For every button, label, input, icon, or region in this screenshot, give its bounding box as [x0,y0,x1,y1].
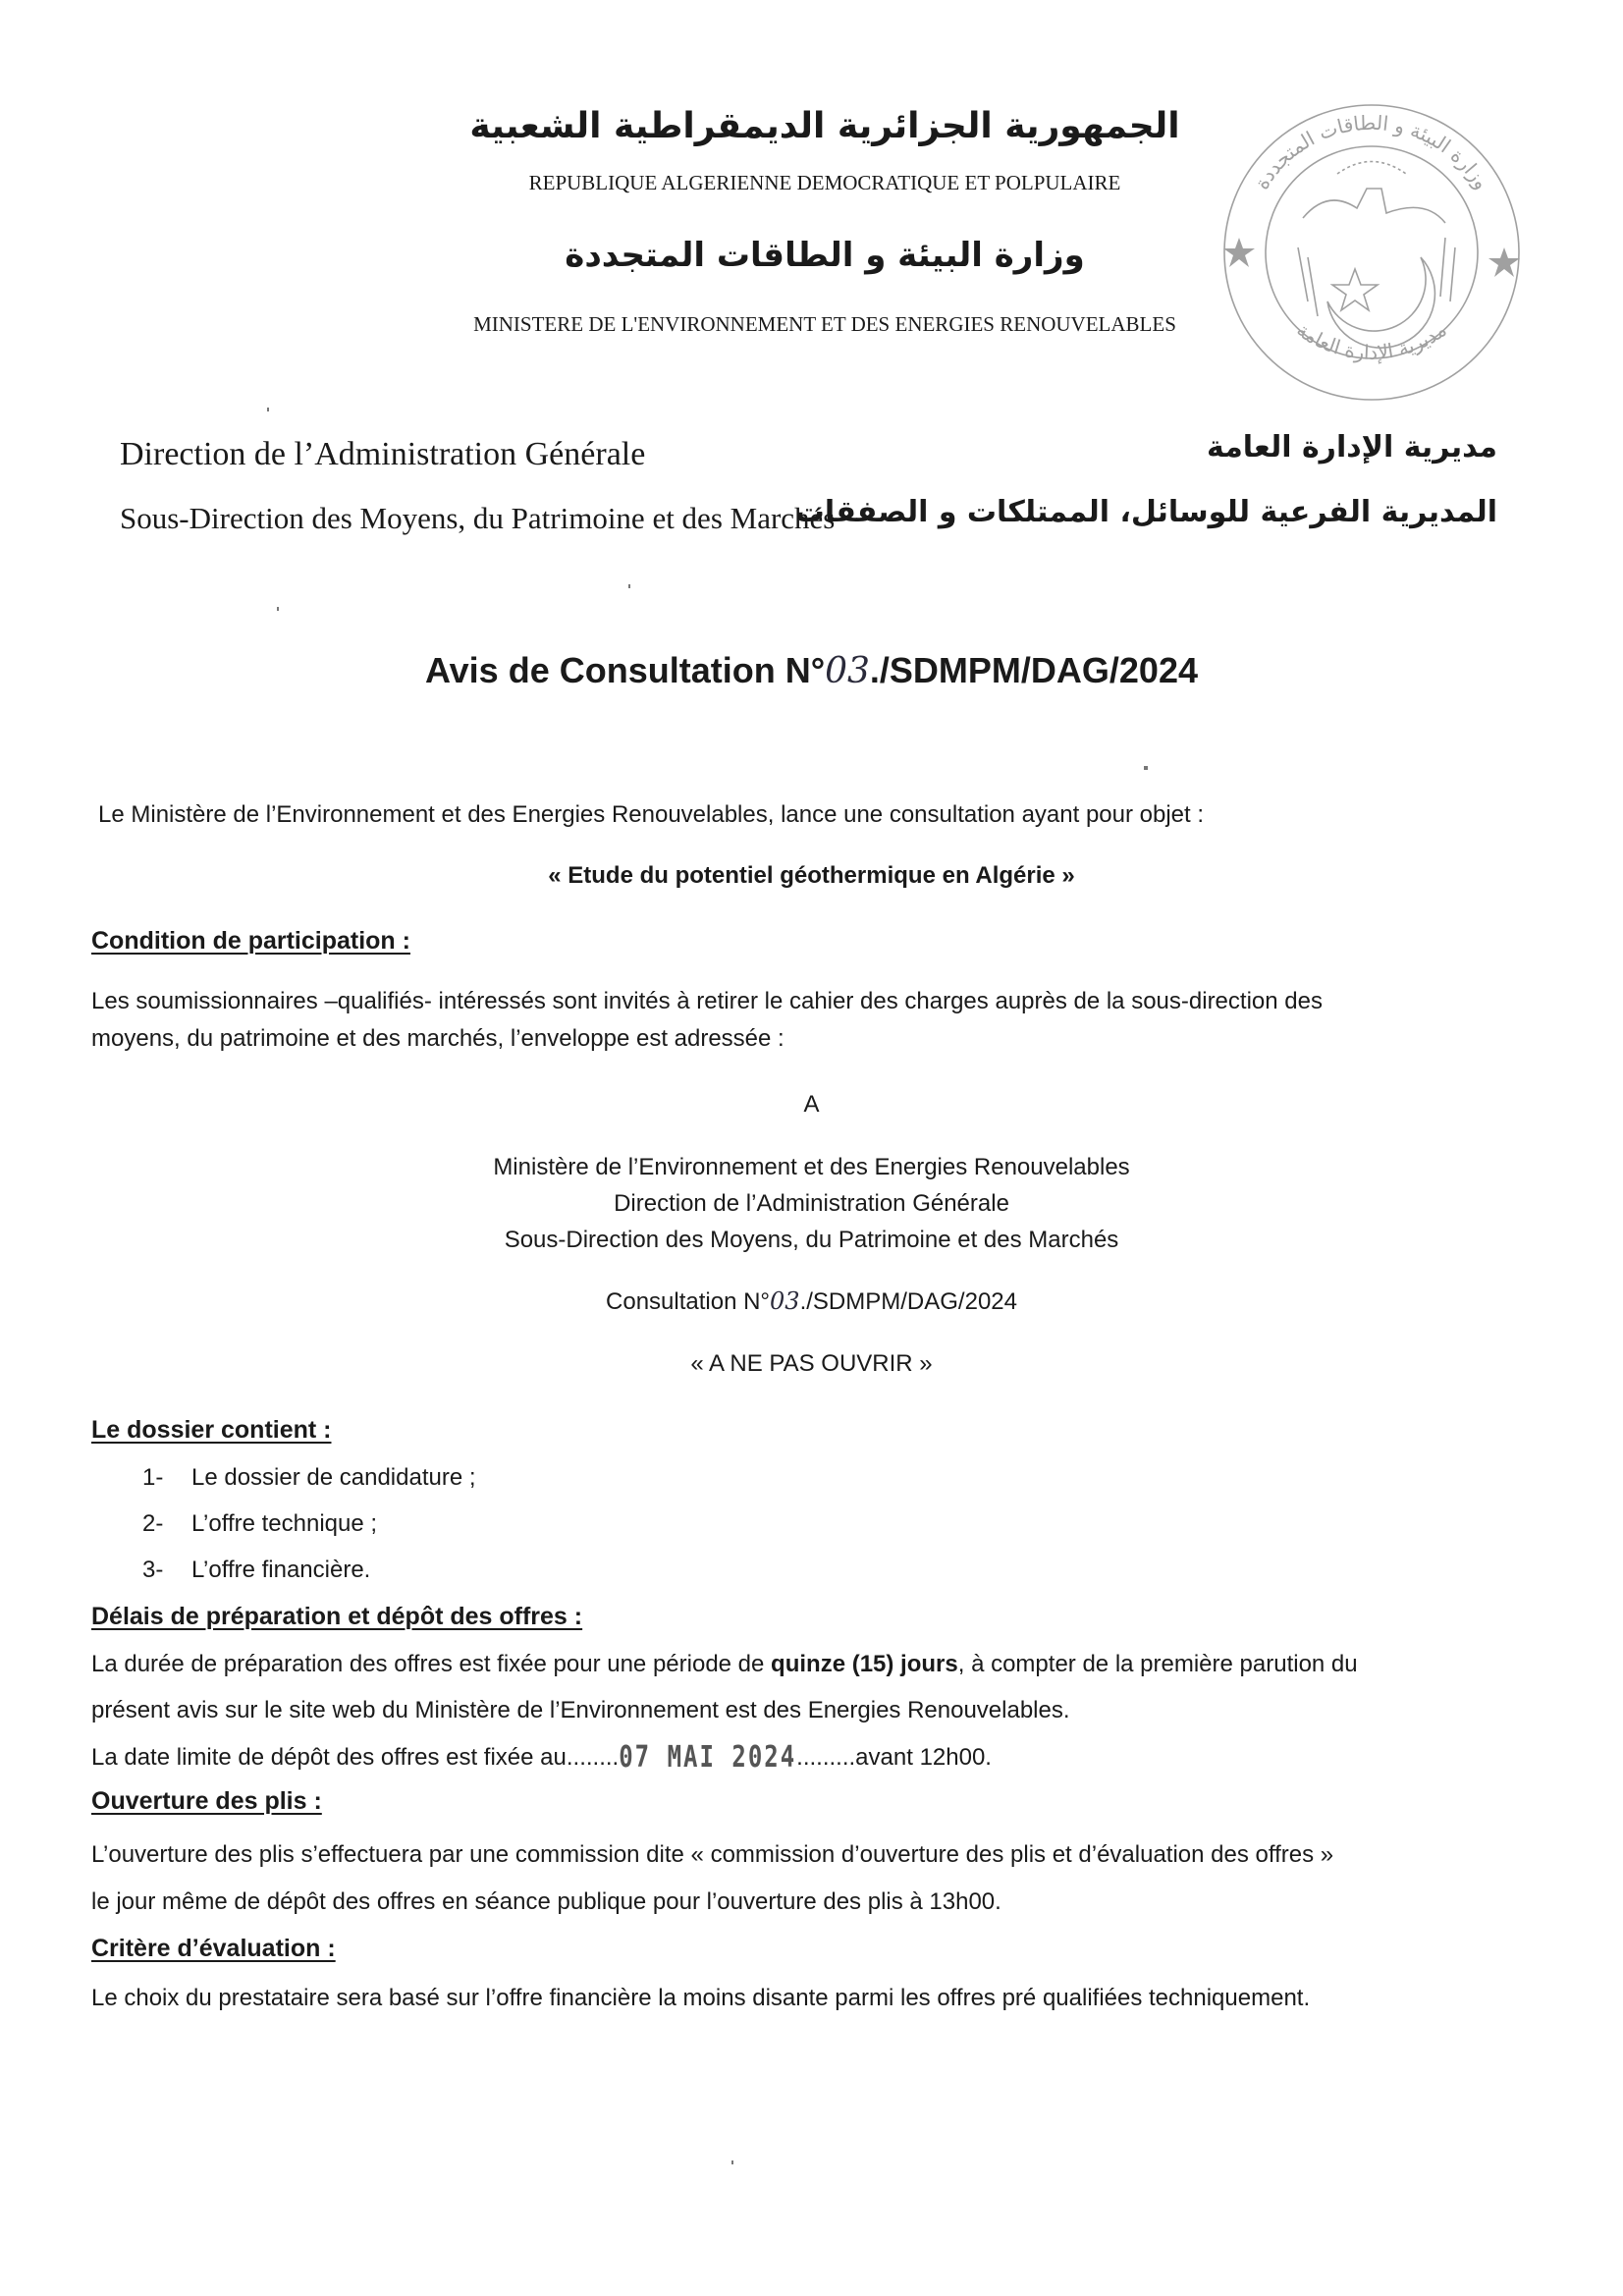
intro-text: Le Ministère de l’Environnement et des Energies Renouvelables, lance une consultation ayant pour objet : [98,801,1205,828]
critere-text: Le choix du prestataire sera basé sur l’offre financière la moins disante parmi les offres pré qualifiées techniquement. [91,1985,1311,2011]
landscape-icon [1303,189,1445,223]
scan-speck [267,408,269,411]
deadline-line-end: .........avant 12h00. [796,1744,992,1771]
address-a: A [803,1091,820,1118]
dossier-item-text: L’offre technique ; [191,1510,378,1537]
svg-text:مديرية الإدارة العامة [1292,317,1450,363]
dossier-item [142,1463,476,1493]
deadline-line-start: La date limite de dépôt des offres est fixée au........ [91,1744,620,1771]
address-consultation-ref [0,1286,1623,1317]
star-icon [1332,269,1378,310]
notice-title-prefix: Avis de Consultation N° [425,650,826,690]
delais-line1-start: La durée de préparation des offres est fixée pour une période de [91,1651,772,1677]
delais-line1-end: , à compter de la première parution du [957,1651,1358,1677]
seal-outer-text: وزارة البيئة و الطاقات المتجددة [1249,110,1494,194]
address-line3: Sous-Direction des Moyens, du Patrimoine et des Marchés [504,1227,1119,1253]
republic-title-fr: REPUBLIQUE ALGERIENNE DEMOCRATIQUE ET POLPULAIRE [528,171,1121,194]
consultation-ref-suffix: ./SDMPM/DAG/2024 [799,1288,1017,1315]
direction-ar: مديرية الإدارة العامة [1207,430,1497,465]
scan-speck [731,2160,733,2164]
delais-text-line2: présent avis sur le site web du Ministère de l’Environnement est des Energies Renouvelables. [91,1697,1070,1723]
condition-text-line1: Les soumissionnaires –qualifiés- intéressés sont invités à retirer le cahier des charges auprès de la sous-direction des [91,988,1323,1014]
section-heading-critere: Critère d’évaluation : [91,1935,336,1962]
dossier-item-text: L’offre financière. [191,1557,371,1583]
notice-title [0,650,1623,691]
dossier-item [142,1509,377,1539]
ministry-title-fr: MINISTERE DE L'ENVIRONNEMENT ET DES ENERGIES RENOUVELABLES [473,312,1176,336]
sub-direction-fr: Sous-Direction des Moyens, du Patrimoine et des Marchés [120,501,836,535]
address-line1: Ministère de l’Environnement et des Energies Renouvelables [493,1154,1130,1180]
do-not-open-label: « A NE PAS OUVRIR » [690,1350,933,1377]
consultation-object: « Etude du potentiel géothermique en Algérie » [548,862,1075,889]
delais-text-line1 [91,1650,1584,1679]
stamped-deadline-date: 07 MAI 2024 [619,1739,797,1775]
sub-direction-ar: المديرية الفرعية للوسائل، الممتلكات و الصفقات [794,495,1497,529]
scan-speck [277,607,279,611]
delais-duration: quinze (15) jours [771,1651,958,1677]
seal-inner-ring [1266,146,1478,358]
scan-speck [1144,766,1148,770]
delais-deadline-line [91,1739,992,1775]
scan-speck [628,584,630,588]
section-heading-condition: Condition de participation : [91,927,410,955]
seal-star-left-icon [1223,238,1255,267]
dossier-item-number: 1- [142,1464,164,1491]
consultation-ref-prefix: Consultation N° [606,1288,771,1315]
seal-star-right-icon [1488,247,1520,277]
ouverture-text-line2: le jour même de dépôt des offres en séance publique pour l’ouverture des plis à 13h00. [91,1888,1001,1915]
ouverture-text-line1: L’ouverture des plis s’effectuera par une commission dite « commission d’ouverture des plis et d’évaluation des offres » [91,1841,1334,1868]
condition-text-line2: moyens, du patrimoine et des marchés, l’enveloppe est adressée : [91,1025,784,1052]
seal-bottom-text: مديرية الإدارة العامة [1292,317,1451,364]
ministry-title-ar: وزارة البيئة و الطاقات المتجددة [565,236,1085,275]
section-heading-ouverture: Ouverture des plis : [91,1787,322,1815]
dossier-item-number: 3- [142,1557,164,1583]
dossier-item-text: Le dossier de candidature ; [191,1464,476,1491]
republic-title-ar: الجمهورية الجزائرية الديمقراطية الشعبية [469,106,1180,146]
official-seal-stamp [1210,90,1534,414]
dossier-item [142,1556,370,1585]
svg-text:وزارة البيئة و الطاقات المتجدد [1250,111,1494,193]
notice-title-suffix: ./SDMPM/DAG/2024 [869,650,1198,690]
address-line2: Direction de l’Administration Générale [614,1190,1009,1217]
handwritten-number: 03 [825,651,870,691]
dossier-item-number: 2- [142,1510,164,1537]
direction-fr: Direction de l’Administration Générale [120,436,646,472]
section-heading-delais: Délais de préparation et dépôt des offres : [91,1603,583,1630]
handwritten-consultation-number: 03 [770,1287,800,1315]
section-heading-dossier: Le dossier contient : [91,1416,332,1444]
